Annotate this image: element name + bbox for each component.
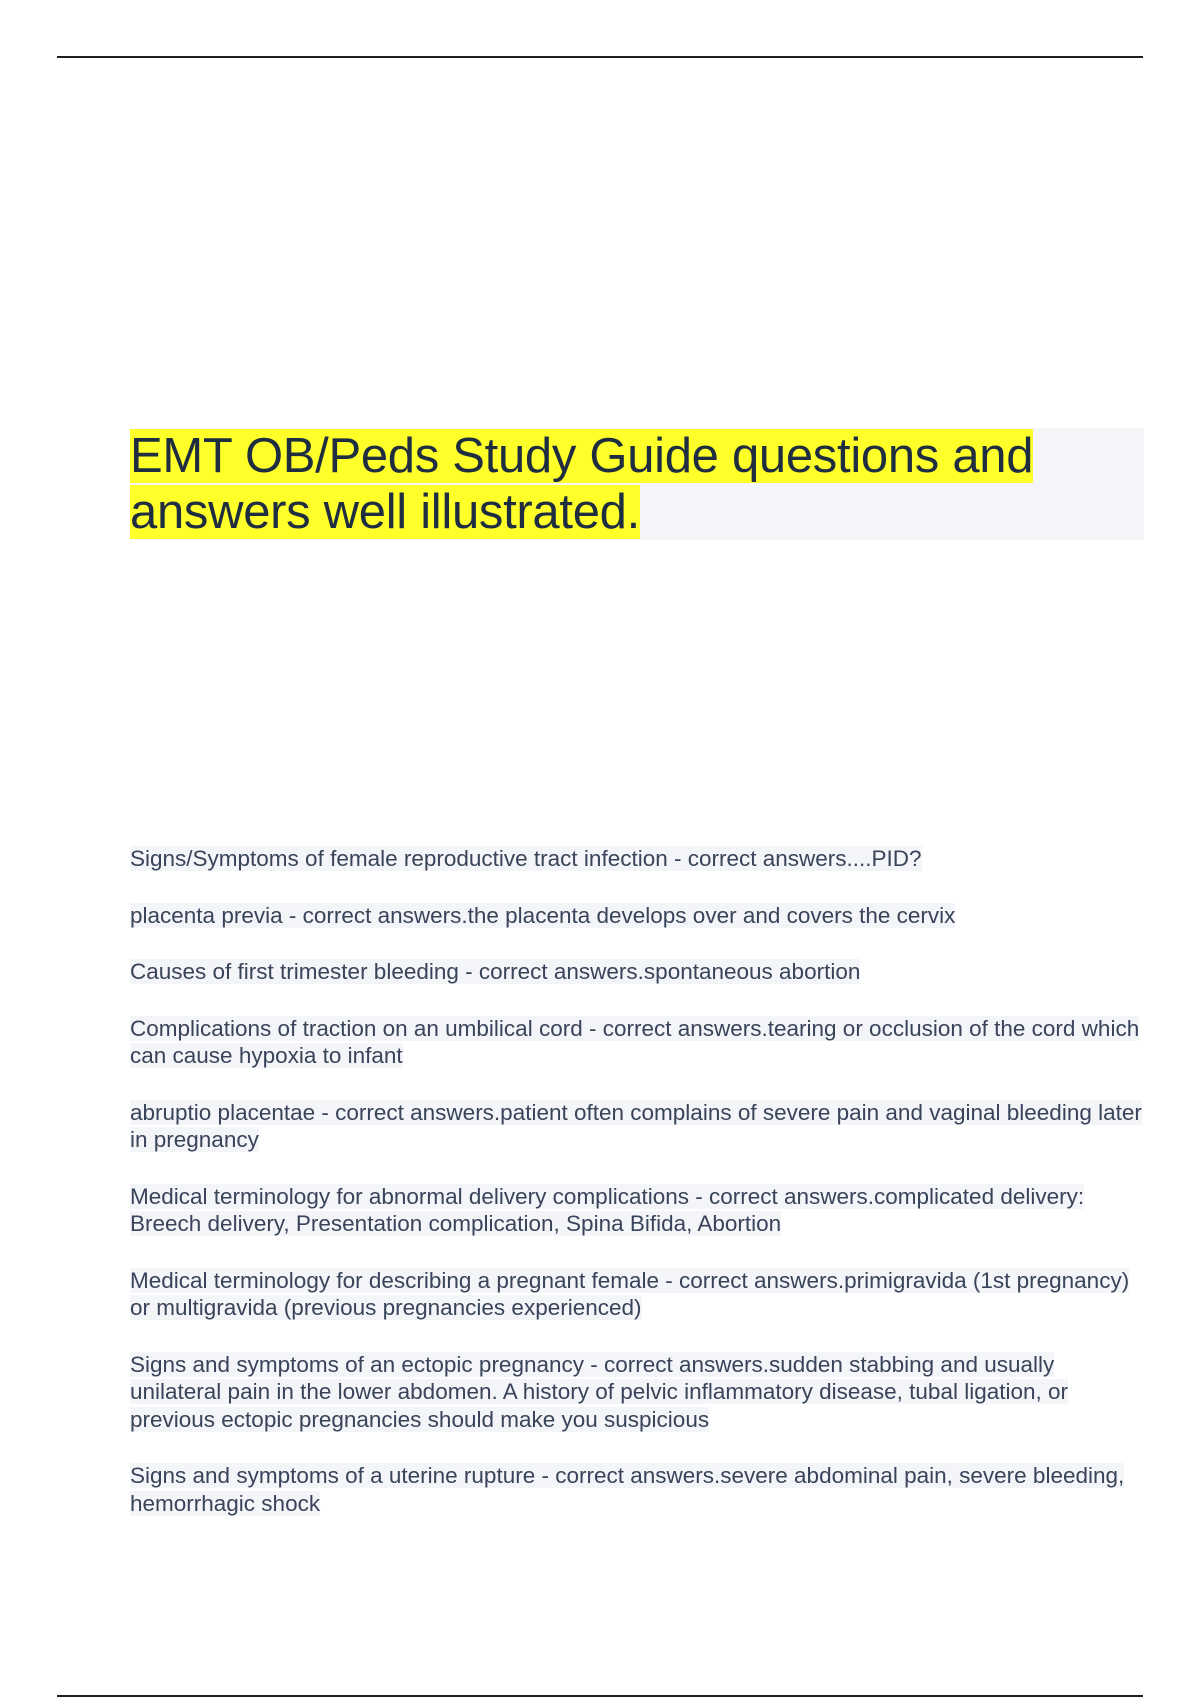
qa-item <box>130 845 1144 873</box>
qa-item-text: Causes of first trimester bleeding - correct answers.spontaneous abortion <box>130 959 861 984</box>
qa-item <box>130 958 1144 986</box>
qa-item-text: Signs and symptoms of a uterine rupture - correct answers.severe abdominal pain, severe bleeding, hemorrhagic shock <box>130 1463 1125 1516</box>
qa-item <box>130 1462 1144 1517</box>
document-title-line-2: answers well illustrated. <box>130 485 640 539</box>
question-answer-list <box>130 845 1144 1546</box>
qa-item-text: abruptio placentae - correct answers.patient often complains of severe pain and vaginal bleeding later in pregnancy <box>130 1099 1142 1152</box>
qa-item <box>130 1267 1144 1322</box>
qa-item <box>130 1351 1144 1434</box>
qa-item-text: placenta previa - correct answers.the placenta develops over and covers the cervix <box>130 902 956 928</box>
top-page-rule <box>57 56 1143 58</box>
qa-item <box>130 1099 1144 1154</box>
qa-item-text: Medical terminology for abnormal delivery complications - correct answers.complicated delivery: Breech delivery, Presentation complication, Spina Bifida, Abortion <box>130 1183 1085 1236</box>
document-title <box>130 428 1144 540</box>
document-title-block <box>130 428 1144 540</box>
qa-item-text: Medical terminology for describing a pregnant female - correct answers.primigravida (1st pregnancy) or multigravida (previous pregnancies experienced) <box>130 1267 1130 1320</box>
qa-item-text: Signs and symptoms of an ectopic pregnancy - correct answers.sudden stabbing and usually unilateral pain in the lower abdomen. A history of pelvic inflammatory disease, tubal ligation, or previous ectopic pregnancies should make you suspicious <box>130 1351 1069 1432</box>
bottom-page-rule <box>57 1695 1143 1697</box>
qa-item-text: Signs/Symptoms of female reproductive tract infection - correct answers....PID? <box>130 846 922 871</box>
qa-item <box>130 1015 1144 1070</box>
qa-item-text: Complications of traction on an umbilical cord - correct answers.tearing or occlusion of the cord which can cause hypoxia to infant <box>130 1015 1140 1068</box>
qa-item <box>130 902 1144 930</box>
document-title-line-1: EMT OB/Peds Study Guide questions and <box>130 429 1034 483</box>
qa-item <box>130 1183 1144 1238</box>
